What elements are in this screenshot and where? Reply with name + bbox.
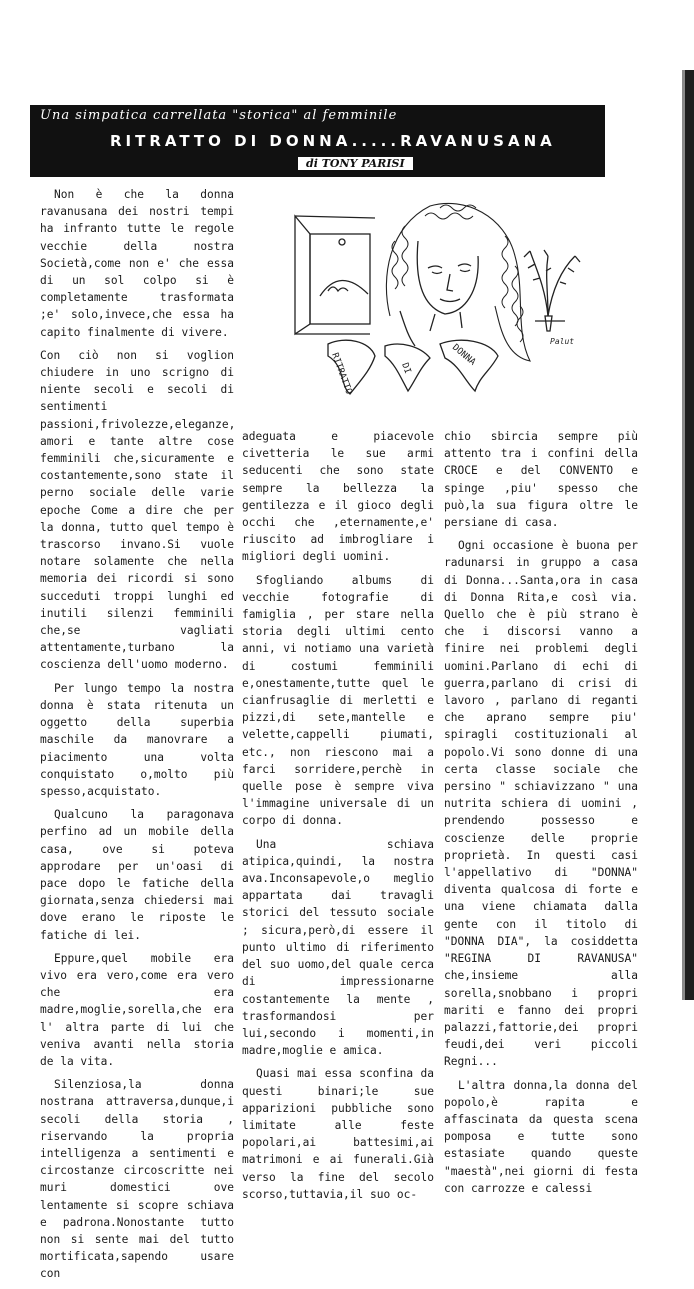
paragraph: Per lungo tempo la nostra donna è stata ritenuta un oggetto della superbia maschile da manovrare a piacimento una volta conquistato o,molto più spesso,acquistato.: [40, 681, 234, 798]
paragraph: Con ciò non si voglion chiudere in uno scrigno di niente secoli e secoli di sentimenti passioni,frivolezze,eleganze, amori e tante altre cose femminili che,sicuramente e costantemente,sono state il perno sociale delle varie epoche Come a dire che per la donna, tutto quel tempo è trascorso invano.Si vuole notare solamente che nella memoria dei ricordi si sono succeduti troppi lunghi ed inutili silenzi femminili che,se vagliati attentamente,turbano la coscienza dell'uomo moderno.: [40, 348, 236, 672]
article-column-2: [242, 428, 434, 1209]
article-column-3: [444, 428, 638, 1203]
paragraph: L'altra donna,la donna del popolo,è rapita e affascinata da questa scena pomposa e tutte sono estasiate quando queste "maestà",nei giorni di festa con carrozze e calessi: [444, 1078, 638, 1195]
paragraph: Quasi mai essa sconfina da questi binari;le sue apparizioni pubbliche sono limitate alle feste popolari,ai battesimi,ai matrimoni e ai funerali.Già verso la fine del secolo scorso,tuttavia,il suo oc-: [242, 1067, 434, 1201]
paragraph: Silenziosa,la donna nostrana attraversa,dunque,i secoli della storia , riservando la propria intelligenza a sentimenti e circostanze circoscritte nei muri domestici ove lentamente si scopre schiava e padrona.Nonostante tutto non si sente mai del tutto mortificata,sapendo usare con: [40, 1078, 234, 1281]
artist-signature: Palut: [550, 337, 575, 346]
article-header: [30, 105, 605, 177]
paragraph: Sfogliando albums di vecchie fotografie di famiglia , per stare nella storia degli ultimi cento anni, vi notiamo una varietà di costumi femminili e,onestamente,tutte quel le cianfrusaglie di merletti e pizzi,di sete,mantelle e velette,cappelli piumati, etc., non riescono mai a farci sorridere,perchè in quelle pose è sempre viva l'immagine universale di un corpo di donna.: [242, 573, 434, 828]
paragraph: Ogni occasione è buona per radunarsi in gruppo a casa di Donna...Santa,ora in casa di Donna Rita,e così via. Quello che è più strano è che i discorsi vanno a finire nei problemi degli uomini.Parlano di echi di guerra,parlano di crisi di lavoro , parlano di reganti che aprano sempre piu' spiragli costituzionali al popolo.Vi sono donne di una certa classe sociale che persino " schiavizzano " una nutrita schiera di uomini , prendendo possesso e coscienze delle proprie proprietà. In questi casi l'appellativo di "DONNA" diventa qualcosa di forte e una viene chiamata dalla gente con il titolo di "DONNA DIA", la cosiddetta "REGINA DI RAVANUSA" che,insieme alla sorella,snobbano i propri mariti e fanno dei propri palazzi,fattorie,dei propri feudi,dei veri piccoli Regni...: [444, 539, 638, 1069]
portrait-illustration: [290, 196, 590, 396]
paragraph: Una schiava atipica,quindi, la nostra ava.Inconsapevole,o meglio appartata dai travagli storici del tessuto sociale ; sicura,però,di essere il punto ultimo di riferimento del suo uomo,del quale cerca di impressionarne costantemente la mente , trasformandosi per lui,secondo i momenti,in madre,moglie e amica.: [242, 837, 434, 1058]
paragraph: Qualcuno la paragonava perfino ad un mobile della casa, ove si poteva approdare per un'oasi di pace dopo le fatiche della giornata,senza chiedersi mai dove erano le riposte le fatiche di lei.: [40, 808, 234, 942]
author-byline: di TONY PARISI: [298, 157, 413, 170]
paragraph: Eppure,quel mobile era vivo era vero,come era vero che era madre,moglie,sorella,che era l' altra parte di lui che veniva avanti nella storia de la vita.: [40, 951, 234, 1068]
paragraph: Non è che la donna ravanusana dei nostri tempi ha infranto tutte le regole vecchie della nostra Società,come non e' che essa di un sol colpo si è completamente trasformata ;e' solo,invece,che essa ha capito finalmente di vivere.: [40, 188, 234, 339]
illustration-word-1: RITRATTO: [329, 351, 354, 396]
illustration-word-3: DONNA: [450, 342, 478, 368]
article-column-1: [40, 186, 234, 1289]
article-title: RITRATTO DI DONNA.....RAVANUSANA: [110, 132, 556, 150]
page-edge-shadow: [685, 70, 694, 1000]
paragraph: adeguata e piacevole civetteria le sue armi seducenti che sono state sempre la bellezza la gentilezza e il gioco degli occhi che ,eternamente,e' riuscito ad imbrogliare i migliori degli uomini.: [242, 430, 434, 564]
paragraph: chio sbircia sempre più attento tra i confini della CROCE e del CONVENTO e spinge ,piu' spesso che può,la sua figura oltre le persiane di casa.: [444, 430, 638, 530]
illustration-word-2: DI: [399, 361, 413, 376]
page-edge-shadow-inner: [682, 70, 685, 1000]
header-kicker: Una simpatica carrellata "storica" al femminile: [40, 108, 398, 123]
